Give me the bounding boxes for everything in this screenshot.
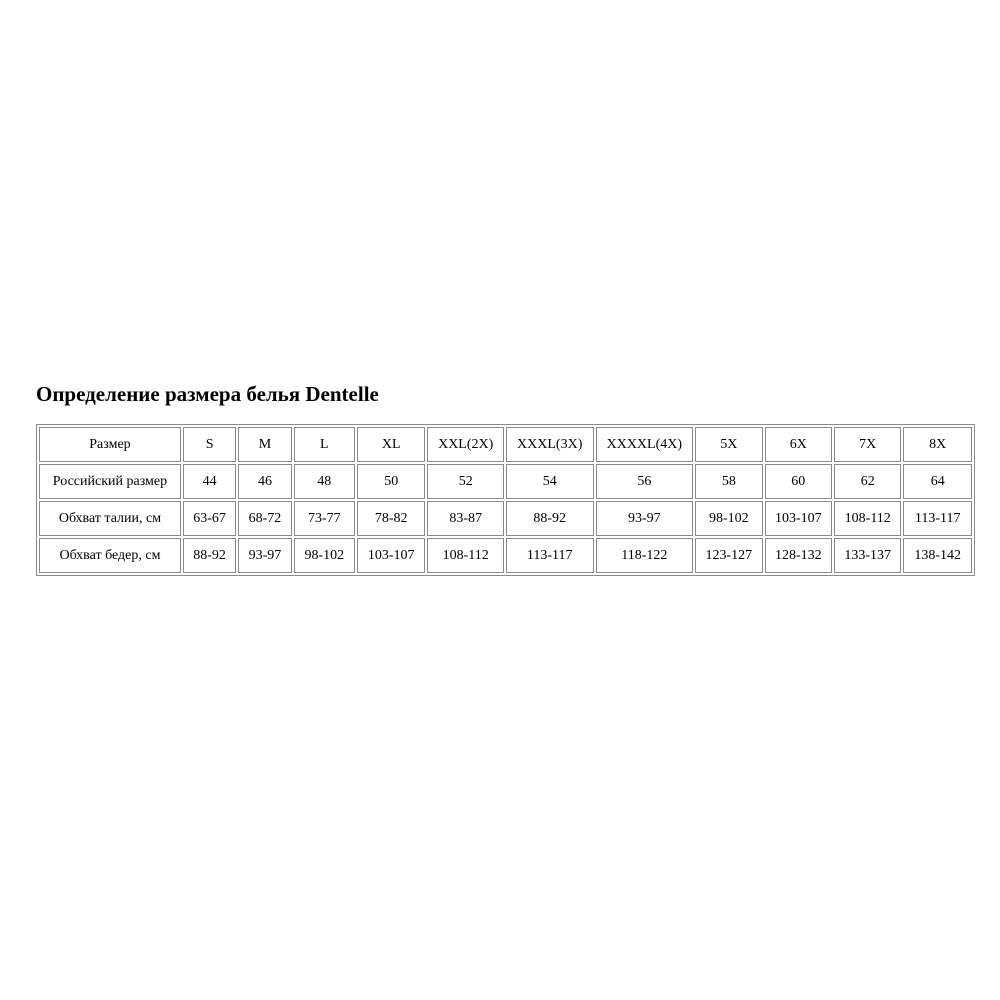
table-cell: 118-122 <box>596 538 694 573</box>
table-cell: 68-72 <box>238 501 291 536</box>
table-cell: 6X <box>765 427 832 462</box>
table-cell: XXXL(3X) <box>506 427 594 462</box>
table-row-russian-size <box>39 464 972 499</box>
table-cell: 83-87 <box>427 501 504 536</box>
table-cell: 56 <box>596 464 694 499</box>
table-cell: 64 <box>903 464 972 499</box>
table-cell: 7X <box>834 427 901 462</box>
table-cell: 58 <box>695 464 762 499</box>
row-header-waist: Обхват талии, см <box>39 501 181 536</box>
table-cell: L <box>294 427 355 462</box>
table-cell: 46 <box>238 464 291 499</box>
page-title: Определение размера белья Dentelle <box>36 382 379 406</box>
table-cell: 88-92 <box>506 501 594 536</box>
table-cell: 123-127 <box>695 538 762 573</box>
table-cell: 8X <box>903 427 972 462</box>
table-cell: 93-97 <box>238 538 291 573</box>
table-cell: 113-117 <box>903 501 972 536</box>
table-cell: 133-137 <box>834 538 901 573</box>
table-cell: 108-112 <box>427 538 504 573</box>
table-cell: 52 <box>427 464 504 499</box>
table-cell: 63-67 <box>183 501 236 536</box>
table-cell: 103-107 <box>357 538 425 573</box>
table-cell: 113-117 <box>506 538 594 573</box>
table-cell: 60 <box>765 464 832 499</box>
table-cell: 50 <box>357 464 425 499</box>
table-cell: S <box>183 427 236 462</box>
table-row-waist <box>39 501 972 536</box>
table-cell: 44 <box>183 464 236 499</box>
table-cell: M <box>238 427 291 462</box>
table-cell: 103-107 <box>765 501 832 536</box>
table-cell: 88-92 <box>183 538 236 573</box>
table-cell: 62 <box>834 464 901 499</box>
table-cell: 138-142 <box>903 538 972 573</box>
row-header-size: Размер <box>39 427 181 462</box>
table-cell: 128-132 <box>765 538 832 573</box>
table-row-hips <box>39 538 972 573</box>
table-cell: 48 <box>294 464 355 499</box>
table-cell: XL <box>357 427 425 462</box>
size-chart-table <box>36 424 975 576</box>
table-cell: 98-102 <box>294 538 355 573</box>
table-cell: 73-77 <box>294 501 355 536</box>
row-header-hips: Обхват бедер, см <box>39 538 181 573</box>
row-header-russian-size: Российский размер <box>39 464 181 499</box>
table-row-size <box>39 427 972 462</box>
table-cell: XXXXL(4X) <box>596 427 694 462</box>
table-cell: 98-102 <box>695 501 762 536</box>
table-cell: 78-82 <box>357 501 425 536</box>
table-cell: 5X <box>695 427 762 462</box>
table-cell: 93-97 <box>596 501 694 536</box>
table-cell: 54 <box>506 464 594 499</box>
table-cell: 108-112 <box>834 501 901 536</box>
table-cell: XXL(2X) <box>427 427 504 462</box>
